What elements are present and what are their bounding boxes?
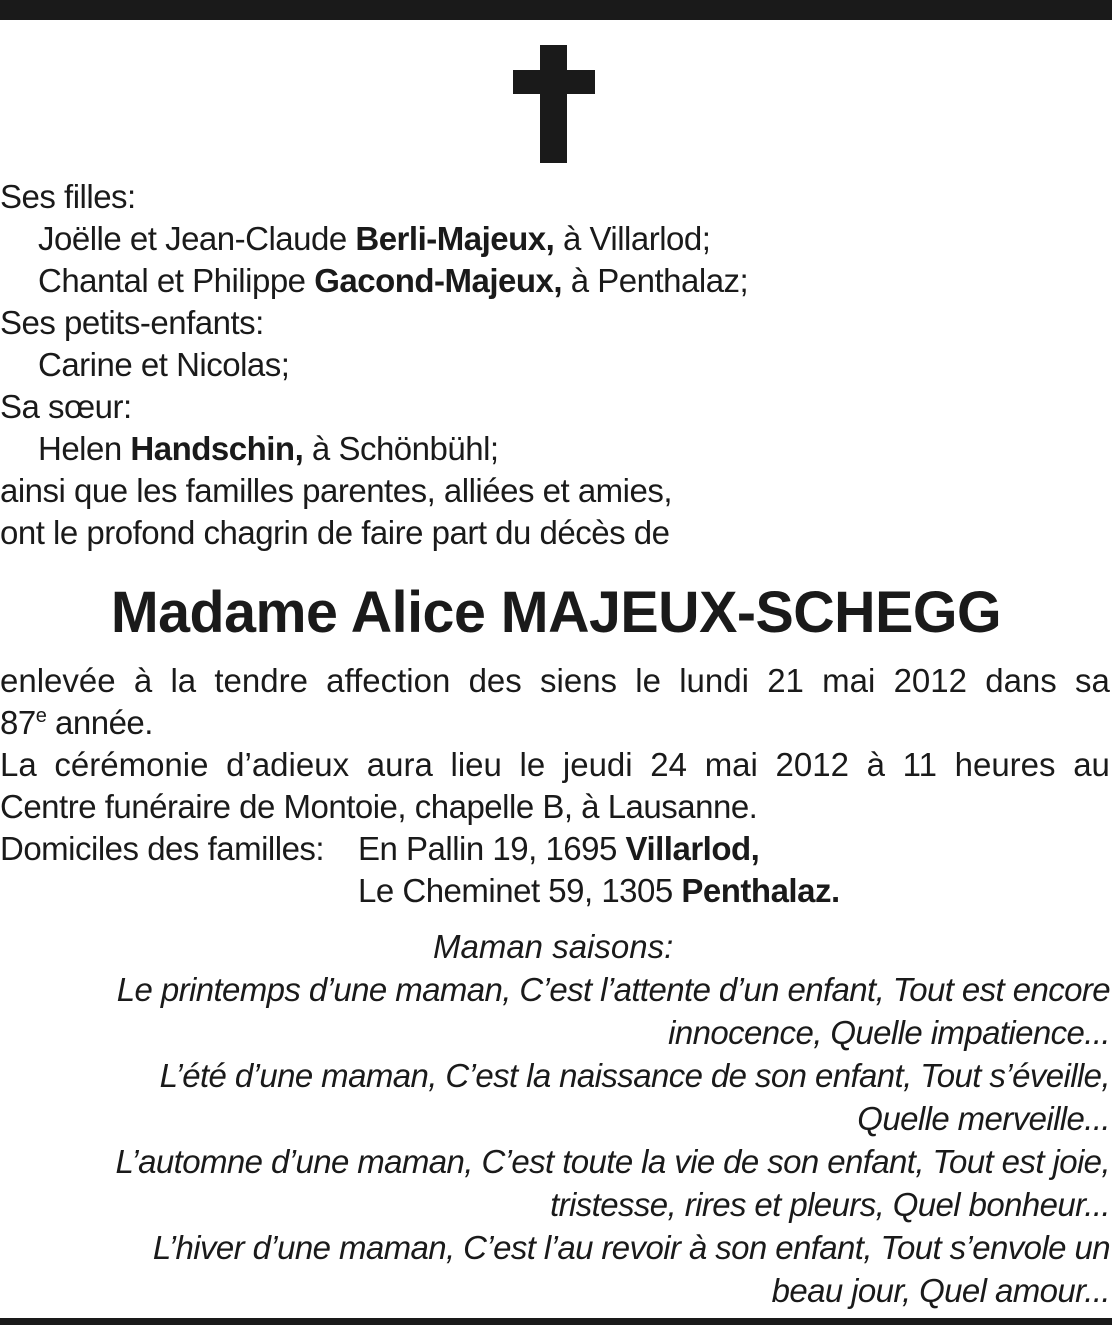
sister-line <box>38 428 499 470</box>
poem-line: Le printemps d’une maman, C’est l’attente d’un enfant, Tout est encore <box>116 971 1110 1008</box>
daughter1-line <box>38 218 710 260</box>
age-suffix: e <box>35 705 47 727</box>
sister-firstname: Helen <box>38 430 131 467</box>
closing-line-2: ont le profond chagrin de faire part du décès de <box>0 514 670 551</box>
word: lieu <box>450 746 502 783</box>
word: 2012 <box>775 746 849 783</box>
word: à <box>866 746 885 783</box>
word: mai <box>822 662 876 699</box>
ceremony-location: Centre funéraire de Montoie, chapelle B, à Lausanne. <box>0 788 758 825</box>
word: heures <box>954 746 1056 783</box>
word: La <box>0 746 37 783</box>
word: 21 <box>767 662 804 699</box>
daughter2-names: Chantal et Philippe <box>38 262 315 299</box>
word: jeudi <box>562 746 633 783</box>
sister-place: à Schönbühl; <box>303 430 499 467</box>
word: au <box>1073 746 1110 783</box>
word: le <box>519 746 546 783</box>
cross-icon <box>513 45 595 163</box>
word: 24 <box>650 746 688 783</box>
daughter2-line <box>38 260 748 302</box>
poem-line: L’automne d’une maman, C’est toute la vie de son enfant, Tout est joie, <box>115 1143 1110 1180</box>
poem-title: Maman saisons: <box>433 928 674 965</box>
word: mai <box>704 746 758 783</box>
bottom-border-rule <box>0 1318 1112 1325</box>
word: d’adieux <box>226 746 350 783</box>
age-line <box>0 702 153 744</box>
daughters-label: Ses filles: <box>0 178 136 215</box>
daughter1-place: à Villarlod; <box>554 220 711 257</box>
word: 2012 <box>893 662 967 699</box>
domicile-1 <box>358 828 759 870</box>
daughter1-names: Joëlle et Jean-Claude <box>38 220 356 257</box>
sister-label: Sa sœur: <box>0 388 132 425</box>
poem-line: Quelle merveille... <box>857 1100 1110 1137</box>
daughter1-surname: Berli-Majeux, <box>355 220 555 257</box>
word: siens <box>540 662 618 699</box>
poem-line: L’hiver d’une maman, C’est l’au revoir à son enfant, Tout s’envole un <box>152 1229 1110 1266</box>
word: à <box>133 662 153 699</box>
domicile1-town: Villarlod, <box>625 830 760 867</box>
poem-line: beau jour, Quel amour... <box>771 1272 1110 1309</box>
top-border-rule <box>0 0 1112 20</box>
word: la <box>170 662 197 699</box>
word: enlevée <box>0 662 116 699</box>
death-notice-line <box>0 660 1110 702</box>
age-number: 87 <box>0 704 36 741</box>
domicile1-address: En Pallin 19, 1695 <box>358 830 626 867</box>
domicile2-town: Penthalaz. <box>681 872 840 909</box>
poem-line: L’été d’une maman, C’est la naissance de son enfant, Tout s’éveille, <box>159 1057 1110 1094</box>
sister-surname: Handschin, <box>130 430 304 467</box>
poem-line: tristesse, rires et pleurs, Quel bonheur... <box>550 1186 1110 1223</box>
word: cérémonie <box>54 746 209 783</box>
daughter2-place: à Penthalaz; <box>562 262 749 299</box>
word: des <box>468 662 522 699</box>
death-notice-words <box>0 660 1110 702</box>
ceremony-words <box>0 744 1110 786</box>
domicile-2 <box>358 870 840 912</box>
deceased-name: Madame Alice MAJEUX-SCHEGG <box>110 580 1002 645</box>
daughter2-surname: Gacond-Majeux, <box>314 262 563 299</box>
word: lundi <box>679 662 749 699</box>
word: sa <box>1075 662 1110 699</box>
word: le <box>635 662 661 699</box>
grandchildren-label: Ses petits-enfants: <box>0 304 264 341</box>
age-word: année. <box>46 704 153 741</box>
word: affection <box>326 662 451 699</box>
word: tendre <box>214 662 308 699</box>
word: aura <box>366 746 433 783</box>
closing-line-1: ainsi que les familles parentes, alliées et amies, <box>0 472 673 509</box>
grandchildren-names: Carine et Nicolas; <box>38 346 290 383</box>
ceremony-line <box>0 744 1110 786</box>
poem-line: innocence, Quelle impatience... <box>668 1014 1110 1051</box>
domiciles-label: Domiciles des familles: <box>0 830 325 867</box>
domicile2-address: Le Cheminet 59, 1305 <box>358 872 682 909</box>
word: 11 <box>902 746 937 783</box>
word: dans <box>985 662 1057 699</box>
